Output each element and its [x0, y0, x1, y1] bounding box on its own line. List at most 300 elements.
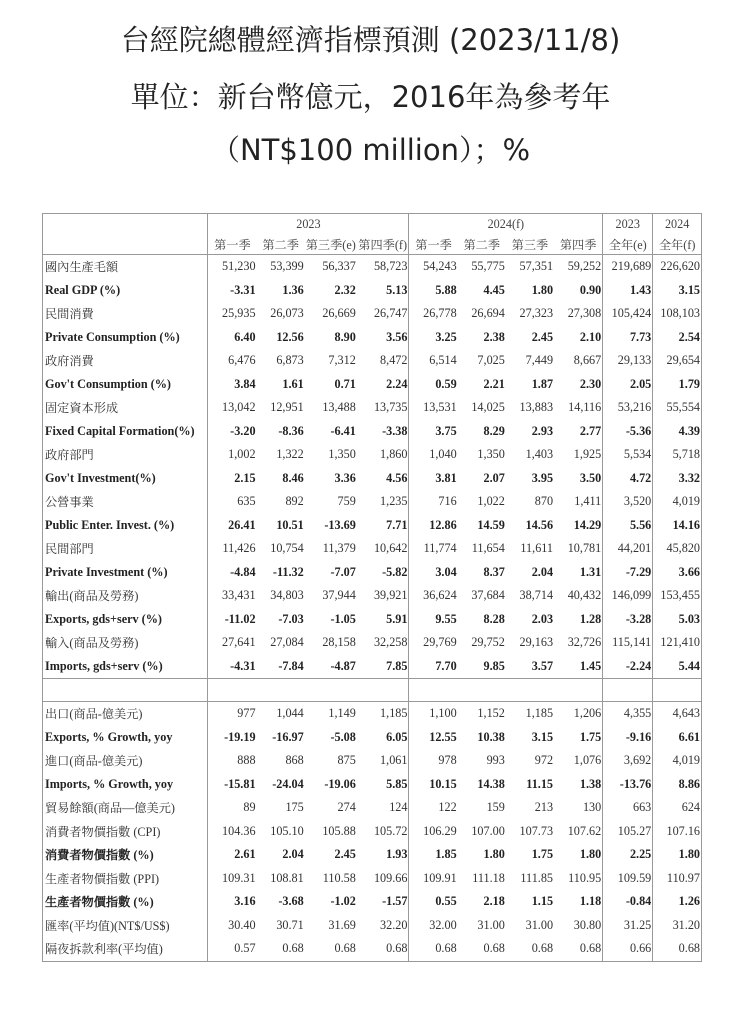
cell-value: 111.85	[520, 870, 554, 885]
cell-value: 3.84	[234, 376, 256, 391]
cell-value: 105.88	[322, 823, 356, 838]
cell-value: 40,432	[554, 584, 603, 608]
cell-value: 110.58	[322, 870, 356, 885]
divider-cell	[208, 679, 257, 702]
unit-subtitle: 單位：新台幣億元，2016年為參考年	[130, 80, 611, 114]
cell-value: 7.85	[357, 655, 409, 679]
cell-value: 146,099	[603, 584, 653, 608]
cell-value: 31.20	[672, 917, 700, 932]
cell-value: 13,883	[519, 400, 554, 415]
cell-value: -7.29	[603, 561, 653, 585]
cell-value: 1.79	[678, 376, 700, 391]
cell-value: 7,025	[477, 353, 505, 368]
row-label: Gov't Investment(%)	[43, 467, 208, 491]
cell-value: 11,611	[520, 541, 554, 556]
cell-value: 39,921	[357, 584, 409, 608]
cell-value: 972	[534, 753, 554, 768]
cell-value: -3.38	[357, 420, 409, 444]
row-label: Gov't Consumption (%)	[43, 373, 208, 397]
cell-value: 108.81	[270, 870, 304, 885]
cell-value: 716	[438, 494, 457, 509]
cell-value: 12,951	[270, 400, 304, 415]
cell-value: 11,379	[322, 541, 356, 556]
quarter-header: 第四季(f)	[357, 234, 409, 255]
cell-value: 6,514	[429, 353, 457, 368]
divider-cell	[554, 679, 603, 702]
header-fy2024: 2024	[664, 216, 690, 231]
cell-value: 4,643	[672, 706, 700, 721]
row-label: Fixed Capital Formation(%)	[43, 420, 208, 444]
quarter-header: 第二季	[257, 234, 305, 255]
table-row	[43, 467, 702, 491]
table-row	[43, 773, 702, 797]
table-row	[43, 302, 702, 326]
cell-value: -13.69	[324, 517, 356, 532]
header-2024f: 2024(f)	[409, 214, 603, 235]
table-row	[43, 608, 702, 632]
quarter-header-row	[43, 234, 702, 255]
cell-value: 3.32	[678, 470, 700, 485]
divider-cell	[257, 679, 305, 702]
cell-value: -16.97	[272, 729, 304, 744]
divider-cell	[506, 679, 554, 702]
cell-value: 1.80	[483, 847, 505, 862]
cell-value: 1,860	[357, 443, 409, 467]
header-2023: 2023	[208, 214, 409, 235]
cell-value: 34,803	[270, 588, 304, 603]
cell-value: 2.04	[282, 847, 304, 862]
cell-value: 868	[285, 753, 304, 768]
cell-value: 54,243	[423, 259, 457, 274]
cell-value: 25,935	[222, 306, 256, 321]
cell-value: 0.68	[435, 941, 457, 956]
cell-value: 7,449	[525, 353, 554, 368]
row-label: 匯率(平均值)(NT$/US$)	[43, 914, 208, 938]
cell-value: 153,455	[660, 588, 700, 603]
cell-value: 663	[603, 796, 653, 820]
cell-value: 27,084	[270, 635, 304, 650]
cell-value: 2.24	[357, 373, 409, 397]
cell-value: -11.32	[272, 564, 304, 579]
cell-value: 44,201	[603, 537, 653, 561]
cell-value: -8.36	[278, 423, 304, 438]
cell-value: 32.00	[429, 917, 457, 932]
table-row	[43, 702, 702, 726]
cell-value: 56,337	[322, 259, 356, 274]
cell-value: -5.82	[357, 561, 409, 585]
cell-value: 5.85	[357, 773, 409, 797]
cell-value: 3.95	[531, 470, 554, 485]
cell-value: 1.85	[435, 847, 457, 862]
cell-value: -4.87	[330, 658, 356, 673]
cell-value: 1,149	[328, 706, 356, 721]
cell-value: 124	[357, 796, 409, 820]
cell-value: 105.27	[603, 820, 653, 844]
row-label: 政府消費	[43, 349, 208, 373]
cell-value: 10,642	[357, 537, 409, 561]
cell-value: 2.77	[554, 420, 603, 444]
cell-value: 12.56	[276, 329, 304, 344]
cell-value: 0.66	[603, 937, 653, 961]
cell-value: 58,723	[357, 255, 409, 279]
cell-value: 27,323	[519, 306, 554, 321]
cell-value: 3,520	[603, 490, 653, 514]
cell-value: 1,076	[554, 749, 603, 773]
cell-value: 0.68	[357, 937, 409, 961]
row-label: 固定資本形成	[43, 396, 208, 420]
cell-value: 4,355	[603, 702, 653, 726]
row-label: Imports, % Growth, yoy	[43, 773, 208, 797]
cell-value: 1.36	[282, 282, 304, 297]
cell-value: 53,216	[603, 396, 653, 420]
table-row	[43, 420, 702, 444]
cell-value: 27,641	[222, 635, 256, 650]
cell-value: 8.28	[483, 611, 505, 626]
cell-value: 11,774	[423, 541, 457, 556]
cell-value: -6.41	[330, 423, 356, 438]
cell-value: 1,185	[357, 702, 409, 726]
cell-value: 27,308	[554, 302, 603, 326]
cell-value: 29,654	[666, 353, 700, 368]
row-label: Real GDP (%)	[43, 279, 208, 303]
cell-value: 105,424	[603, 302, 653, 326]
cell-value: 31.25	[603, 914, 653, 938]
cell-value: 26,669	[322, 306, 356, 321]
cell-value: -19.06	[324, 776, 356, 791]
cell-value: 11,654	[471, 541, 505, 556]
cell-value: 8.29	[483, 423, 505, 438]
divider-cell	[603, 679, 653, 702]
row-label: 民間消費	[43, 302, 208, 326]
cell-value: -3.31	[230, 282, 256, 297]
header-fy2023: 2023	[603, 214, 653, 235]
cell-value: 32,258	[357, 631, 409, 655]
cell-value: 1.93	[357, 843, 409, 867]
cell-value: 55,554	[666, 400, 700, 415]
cell-value: 2.15	[234, 470, 256, 485]
cell-value: 5.88	[435, 282, 457, 297]
cell-value: 6.05	[357, 726, 409, 750]
cell-value: 29,752	[471, 635, 505, 650]
table-row	[43, 890, 702, 914]
cell-value: 159	[486, 800, 505, 815]
cell-value: 2.05	[603, 373, 653, 397]
cell-value: 1.28	[554, 608, 603, 632]
row-label: 生產者物價指數 (%)	[43, 890, 208, 914]
table-row	[43, 867, 702, 891]
quarter-header: 第三季	[506, 234, 554, 255]
cell-value: 1.87	[531, 376, 554, 391]
cell-value: 109.59	[603, 867, 653, 891]
cell-value: 8,667	[554, 349, 603, 373]
cell-value: 30.71	[276, 917, 304, 932]
cell-value: 3.75	[435, 423, 457, 438]
cell-value: 14.56	[525, 517, 554, 532]
cell-value: 14,025	[471, 400, 505, 415]
cell-value: 0.57	[234, 941, 256, 956]
cell-value: 9.55	[435, 611, 457, 626]
cell-value: 3.25	[435, 329, 457, 344]
cell-value: 29,769	[423, 635, 457, 650]
cell-value: 6,873	[276, 353, 304, 368]
cell-value: 11,426	[222, 541, 256, 556]
table-row	[43, 443, 702, 467]
cell-value: 5.44	[678, 658, 700, 673]
cell-value: 10,781	[554, 537, 603, 561]
row-label: 消費者物價指數 (CPI)	[43, 820, 208, 844]
cell-value: 213	[534, 800, 554, 815]
cell-value: 1,044	[276, 706, 304, 721]
cell-value: -1.02	[330, 894, 356, 909]
row-label: 消費者物價指數 (%)	[43, 843, 208, 867]
cell-value: 1.61	[282, 376, 304, 391]
cell-value: 10.15	[429, 776, 457, 791]
cell-value: 0.68	[554, 937, 603, 961]
cell-value: 1,185	[525, 706, 554, 721]
cell-value: 32.20	[357, 914, 409, 938]
unit-subtitle-en: （NT$100 million）；%	[210, 133, 531, 167]
cell-value: 107.62	[554, 820, 603, 844]
table-row	[43, 349, 702, 373]
table-row	[43, 396, 702, 420]
cell-value: 1,925	[554, 443, 603, 467]
cell-value: 30.40	[228, 917, 256, 932]
cell-value: -13.76	[603, 773, 653, 797]
row-label: 公營事業	[43, 490, 208, 514]
cell-value: 3.66	[678, 564, 700, 579]
cell-value: 3.15	[531, 729, 554, 744]
cell-value: 8,472	[357, 349, 409, 373]
cell-value: 7.73	[603, 326, 653, 350]
quarter-header: 第一季	[409, 234, 458, 255]
cell-value: 4,019	[672, 753, 700, 768]
cell-value: 29,163	[519, 635, 554, 650]
row-label: 隔夜拆款利率(平均值)	[43, 937, 208, 961]
cell-value: 107.73	[519, 823, 554, 838]
cell-value: 8.86	[678, 776, 700, 791]
cell-value: -1.57	[357, 890, 409, 914]
cell-value: 122	[438, 800, 457, 815]
cell-value: 104.36	[222, 823, 256, 838]
cell-value: 2.61	[234, 847, 256, 862]
cell-value: -4.31	[230, 658, 256, 673]
cell-value: 1.80	[554, 843, 603, 867]
row-label: Private Consumption (%)	[43, 326, 208, 350]
cell-value: -3.20	[230, 423, 256, 438]
table-row	[43, 843, 702, 867]
cell-value: 121,410	[660, 635, 700, 650]
cell-value: 1.45	[554, 655, 603, 679]
cell-value: 107.00	[471, 823, 505, 838]
cell-value: 11.15	[526, 776, 554, 791]
cell-value: 36,624	[423, 588, 457, 603]
cell-value: 110.95	[554, 867, 603, 891]
cell-value: 3.56	[357, 326, 409, 350]
cell-value: 37,684	[471, 588, 505, 603]
cell-value: 13,042	[222, 400, 256, 415]
cell-value: 4,019	[672, 494, 700, 509]
cell-value: 2.25	[603, 843, 653, 867]
cell-value: 57,351	[519, 259, 554, 274]
cell-value: 1,206	[554, 702, 603, 726]
cell-value: 0.90	[554, 279, 603, 303]
cell-value: 1,152	[477, 706, 505, 721]
cell-value: 1,040	[429, 447, 457, 462]
cell-value: 105.10	[270, 823, 304, 838]
cell-value: 31.00	[477, 917, 505, 932]
cell-value: 14.38	[477, 776, 505, 791]
cell-value: 3,692	[603, 749, 653, 773]
cell-value: 1,002	[228, 447, 256, 462]
table-row	[43, 937, 702, 961]
cell-value: 10,754	[270, 541, 304, 556]
cell-value: 4.72	[603, 467, 653, 491]
cell-value: 5.03	[678, 611, 700, 626]
table-row	[43, 561, 702, 585]
cell-value: 110.97	[666, 870, 700, 885]
cell-value: 5.56	[603, 514, 653, 538]
cell-value: 1.26	[678, 894, 700, 909]
cell-value: 2.54	[678, 329, 700, 344]
cell-value: 109.91	[423, 870, 457, 885]
cell-value: 7.71	[357, 514, 409, 538]
page-title: 台經院總體經濟指標預測 (2023/11/8)	[120, 23, 621, 57]
cell-value: -3.68	[278, 894, 304, 909]
cell-value: 7,312	[328, 353, 356, 368]
cell-value: 37,944	[322, 588, 356, 603]
cell-value: 870	[534, 494, 554, 509]
divider-cell	[458, 679, 506, 702]
cell-value: 26,778	[423, 306, 457, 321]
cell-value: 4.45	[483, 282, 505, 297]
cell-value: 2.04	[531, 564, 554, 579]
row-label: 進口(商品-億美元)	[43, 749, 208, 773]
table-row	[43, 373, 702, 397]
forecast-table	[42, 213, 702, 962]
cell-value: -0.84	[603, 890, 653, 914]
cell-value: 1,350	[477, 447, 505, 462]
cell-value: 5,718	[672, 447, 700, 462]
row-label: Exports, gds+serv (%)	[43, 608, 208, 632]
cell-value: 875	[337, 753, 356, 768]
cell-value: 28,158	[322, 635, 356, 650]
cell-value: 130	[554, 796, 603, 820]
cell-value: 13,735	[357, 396, 409, 420]
divider-cell	[357, 679, 409, 702]
cell-value: 3.50	[554, 467, 603, 491]
cell-value: 1,403	[525, 447, 554, 462]
cell-value: 0.68	[483, 941, 505, 956]
cell-value: 29,133	[603, 349, 653, 373]
cell-value: 274	[337, 800, 356, 815]
quarter-header: 第四季	[554, 234, 603, 255]
row-label: Exports, % Growth, yoy	[43, 726, 208, 750]
cell-value: -15.81	[224, 776, 256, 791]
cell-value: 13,531	[423, 400, 457, 415]
quarter-header: 第三季(e)	[305, 234, 357, 255]
cell-value: 1.43	[603, 279, 653, 303]
cell-value: 892	[285, 494, 304, 509]
quarter-header: 第一季	[208, 234, 257, 255]
cell-value: -3.28	[603, 608, 653, 632]
cell-value: 12.55	[429, 729, 457, 744]
cell-value: 5.91	[357, 608, 409, 632]
cell-value: -7.07	[330, 564, 356, 579]
cell-value: 115,141	[603, 631, 653, 655]
cell-value: 55,775	[471, 259, 505, 274]
cell-value: 7.70	[435, 658, 457, 673]
cell-value: 38,714	[519, 588, 554, 603]
cell-value: 8.37	[483, 564, 505, 579]
quarter-header: 全年(f)	[653, 234, 702, 255]
table-row	[43, 914, 702, 938]
cell-value: 978	[438, 753, 457, 768]
cell-value: 4.56	[357, 467, 409, 491]
cell-value: 1,100	[429, 706, 457, 721]
cell-value: -5.36	[603, 420, 653, 444]
cell-value: -4.84	[230, 564, 256, 579]
divider-cell	[409, 679, 458, 702]
cell-value: 33,431	[222, 588, 256, 603]
row-label: 民間部門	[43, 537, 208, 561]
cell-value: 3.04	[435, 564, 457, 579]
table-row	[43, 279, 702, 303]
cell-value: 1.80	[531, 282, 554, 297]
cell-value: -9.16	[603, 726, 653, 750]
table-row	[43, 584, 702, 608]
table-row	[43, 490, 702, 514]
cell-value: 635	[237, 494, 256, 509]
cell-value: 13,488	[322, 400, 356, 415]
cell-value: 12.86	[429, 517, 457, 532]
table-row	[43, 820, 702, 844]
table-row	[43, 631, 702, 655]
cell-value: 26,747	[357, 302, 409, 326]
section-divider	[43, 679, 702, 702]
cell-value: 2.38	[483, 329, 505, 344]
cell-value: 10.38	[477, 729, 505, 744]
table-row	[43, 655, 702, 679]
cell-value: 30.80	[554, 914, 603, 938]
cell-value: 1,235	[357, 490, 409, 514]
table-row	[43, 514, 702, 538]
row-label: 政府部門	[43, 443, 208, 467]
cell-value: -1.05	[330, 611, 356, 626]
year-header-row	[43, 214, 702, 235]
cell-value: 1,322	[276, 447, 304, 462]
divider-cell	[43, 679, 208, 702]
cell-value: 2.10	[554, 326, 603, 350]
cell-value: 1.75	[531, 847, 554, 862]
cell-value: 0.68	[282, 941, 304, 956]
table-row	[43, 796, 702, 820]
cell-value: 175	[285, 800, 304, 815]
cell-value: -7.84	[278, 658, 304, 673]
cell-value: 106.29	[423, 823, 457, 838]
cell-value: 45,820	[666, 541, 700, 556]
row-label: Private Investment (%)	[43, 561, 208, 585]
cell-value: 1.38	[554, 773, 603, 797]
cell-value: 108,103	[660, 306, 700, 321]
cell-value: 0.68	[334, 941, 356, 956]
cell-value: 2.45	[531, 329, 554, 344]
quarter-header: 全年(e)	[603, 234, 653, 255]
cell-value: 89	[243, 800, 256, 815]
cell-value: 5.13	[357, 279, 409, 303]
row-label: Imports, gds+serv (%)	[43, 655, 208, 679]
cell-value: 2.32	[334, 282, 356, 297]
cell-value: 624	[681, 800, 700, 815]
